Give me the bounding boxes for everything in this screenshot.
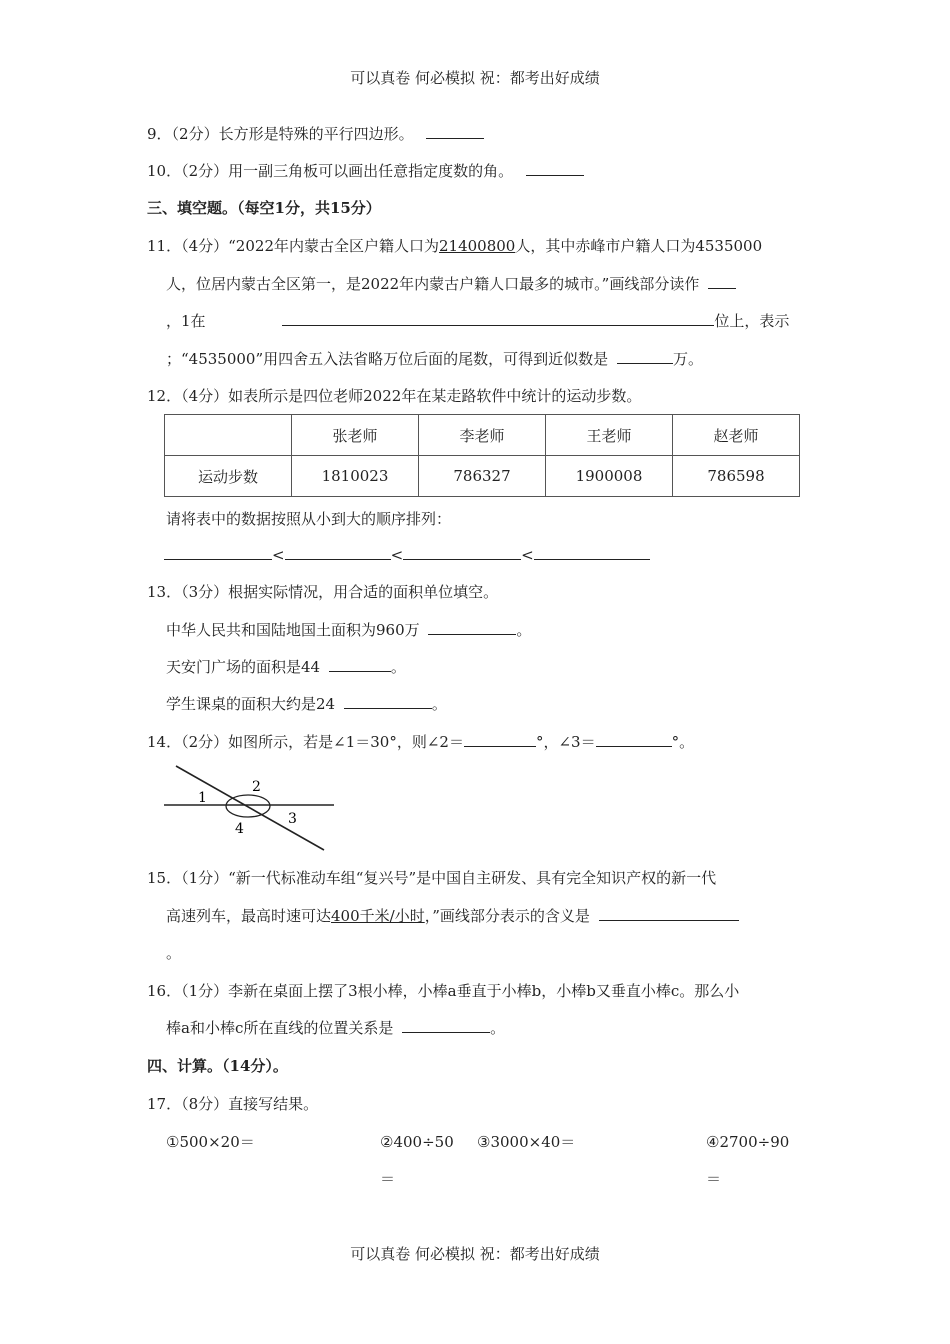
answer-blank[interactable] [617,349,673,364]
table-header-cell [165,415,292,456]
question-score: （1分） [181,982,229,1000]
question-12 [147,386,641,406]
table-header-cell: 王老师 [546,415,673,456]
question-11-line-4 [166,349,703,369]
question-score: （4分） [181,387,229,405]
calc-item-2: ②400÷50 [380,1133,454,1151]
question-13-line-1 [166,620,531,640]
question-number: 14． [147,733,182,751]
period: 。 [516,621,532,639]
table-header-cell: 张老师 [292,415,419,456]
table-header-cell: 赵老师 [673,415,800,456]
question-score: （8分） [181,1095,229,1113]
underlined-speed: 400千米/小时 [331,907,425,925]
answer-blank[interactable] [344,694,432,709]
answer-blank[interactable] [403,545,521,560]
question-15-line-3: 。 [166,944,182,962]
question-text: 高速列车，最高时速可达 [166,907,332,925]
question-number: 10． [147,162,182,180]
answer-blank[interactable] [402,1018,490,1033]
question-text: 根据实际情况，用合适的面积单位填空。 [228,583,499,601]
question-text: 天安门广场的面积是44 [166,658,321,676]
answer-blank[interactable] [599,906,739,921]
question-text: 人，位居内蒙古全区第一，是2022年内蒙古户籍人口最多的城市。”画线部分读作 [166,275,700,293]
question-text: ；“4535000”用四舍五入法省略万位后面的尾数，可得到近似数是 [166,350,609,368]
question-text: “新一代标准动车组“复兴号”是中国自主研发、具有完全知识产权的新一代 [228,869,717,887]
question-number: 12． [147,387,182,405]
question-text: °，∠3＝ [535,733,596,751]
calc-item-1: ①500×20＝ [166,1133,255,1151]
question-text: 如图所示，若是∠1＝30°，则∠2＝ [228,733,464,751]
question-15-line-1 [147,868,716,888]
question-text: 长方形是特殊的平行四边形。 [218,125,414,143]
calc-item-3: ③3000×40＝ [477,1133,576,1151]
answer-blank[interactable] [428,620,516,635]
question-text: 李新在桌面上摆了3根小棒，小棒a垂直于小棒b，小棒b又垂直小棒c。那么小 [228,982,740,1000]
question-text: 中华人民共和国陆地国土面积为960万 [166,621,420,639]
question-number: 17． [147,1095,182,1113]
question-text: 万。 [672,350,703,368]
question-12-instruction: 请将表中的数据按照从小到大的顺序排列： [166,510,452,528]
section-4-title: 四、计算。（14分）。 [147,1057,288,1075]
calc-item-2-equals: ＝ [380,1170,396,1188]
question-score: （3分） [181,583,229,601]
angle-label-2: 2 [252,779,261,795]
question-score: （4分） [181,237,229,255]
question-13 [147,582,498,602]
question-number: 9． [147,125,172,143]
calc-item-4: ④2700÷90 [706,1133,790,1151]
answer-blank[interactable] [164,545,272,560]
period: 。 [390,658,406,676]
table-cell: 1810023 [292,456,419,497]
question-number: 11． [147,237,182,255]
table-cell: 1900008 [546,456,673,497]
question-text: “2022年内蒙古全区户籍人口为 [228,237,439,255]
question-17 [147,1094,318,1114]
question-text: 用一副三角板可以画出任意指定度数的角。 [228,162,514,180]
question-13-line-3 [166,694,447,714]
question-16-line-1 [147,981,739,1001]
table-cell: 786598 [673,456,800,497]
question-text: 位上，表示 [714,312,790,330]
answer-blank[interactable] [534,545,650,560]
question-text: ，”画线部分表示的含义是 [424,907,590,925]
less-than-sign: < [390,546,404,564]
question-score: （2分） [181,162,229,180]
table-header-row [165,415,800,456]
less-than-sign: < [272,546,285,564]
angle-figure [164,764,336,854]
table-row [165,456,800,497]
question-15-line-2 [166,906,739,926]
underlined-number: 21400800 [438,237,516,255]
answer-blank[interactable] [464,732,536,747]
question-score: （2分） [181,733,229,751]
table-header-cell: 李老师 [419,415,546,456]
question-13-line-2 [166,657,406,677]
section-3-title: 三、填空题。（每空1分，共15分） [147,199,381,217]
question-number: 16． [147,982,182,1000]
question-text: °。 [671,733,695,751]
period: 。 [431,695,447,713]
question-text: ，1在 [166,312,206,330]
ordering-blanks [164,545,650,565]
question-11-line-3 [166,311,789,331]
angle-label-3: 3 [288,811,297,827]
question-number: 13． [147,583,182,601]
question-score: （1分） [181,869,229,887]
answer-blank[interactable] [285,545,391,560]
question-11-line-1 [147,236,762,256]
question-text: 人，其中赤峰市户籍人口为4535000 [515,237,763,255]
answer-blank[interactable] [526,161,584,176]
question-text: 如表所示是四位老师2022年在某走路软件中统计的运动步数。 [228,387,642,405]
answer-blank[interactable] [329,657,391,672]
question-9 [147,124,484,144]
less-than-sign: < [521,546,534,564]
question-text: 直接写结果。 [228,1095,319,1113]
page-header: 可以真卷 何必模拟 祝：都考出好成绩 [350,69,600,87]
question-11-line-2 [166,274,736,294]
question-number: 15． [147,869,182,887]
page-footer: 可以真卷 何必模拟 祝：都考出好成绩 [350,1245,600,1263]
answer-blank[interactable] [708,274,736,289]
angle-label-1: 1 [198,790,207,806]
calc-item-4-equals: ＝ [706,1170,722,1188]
angle-label-4: 4 [235,821,244,837]
period: 。 [490,1019,506,1037]
question-text: 棒a和小棒c所在直线的位置关系是 [166,1019,394,1037]
question-score: （2分） [171,125,219,143]
question-14 [147,732,694,752]
table-cell: 786327 [419,456,546,497]
table-row-label: 运动步数 [165,456,292,497]
answer-blank[interactable] [596,732,672,747]
question-text: 学生课桌的面积大约是24 [166,695,336,713]
slanted-line [176,766,324,850]
steps-table [164,414,800,497]
question-10 [147,161,584,181]
answer-blank[interactable] [426,124,484,139]
question-16-line-2 [166,1018,505,1038]
answer-blank[interactable] [282,311,714,326]
